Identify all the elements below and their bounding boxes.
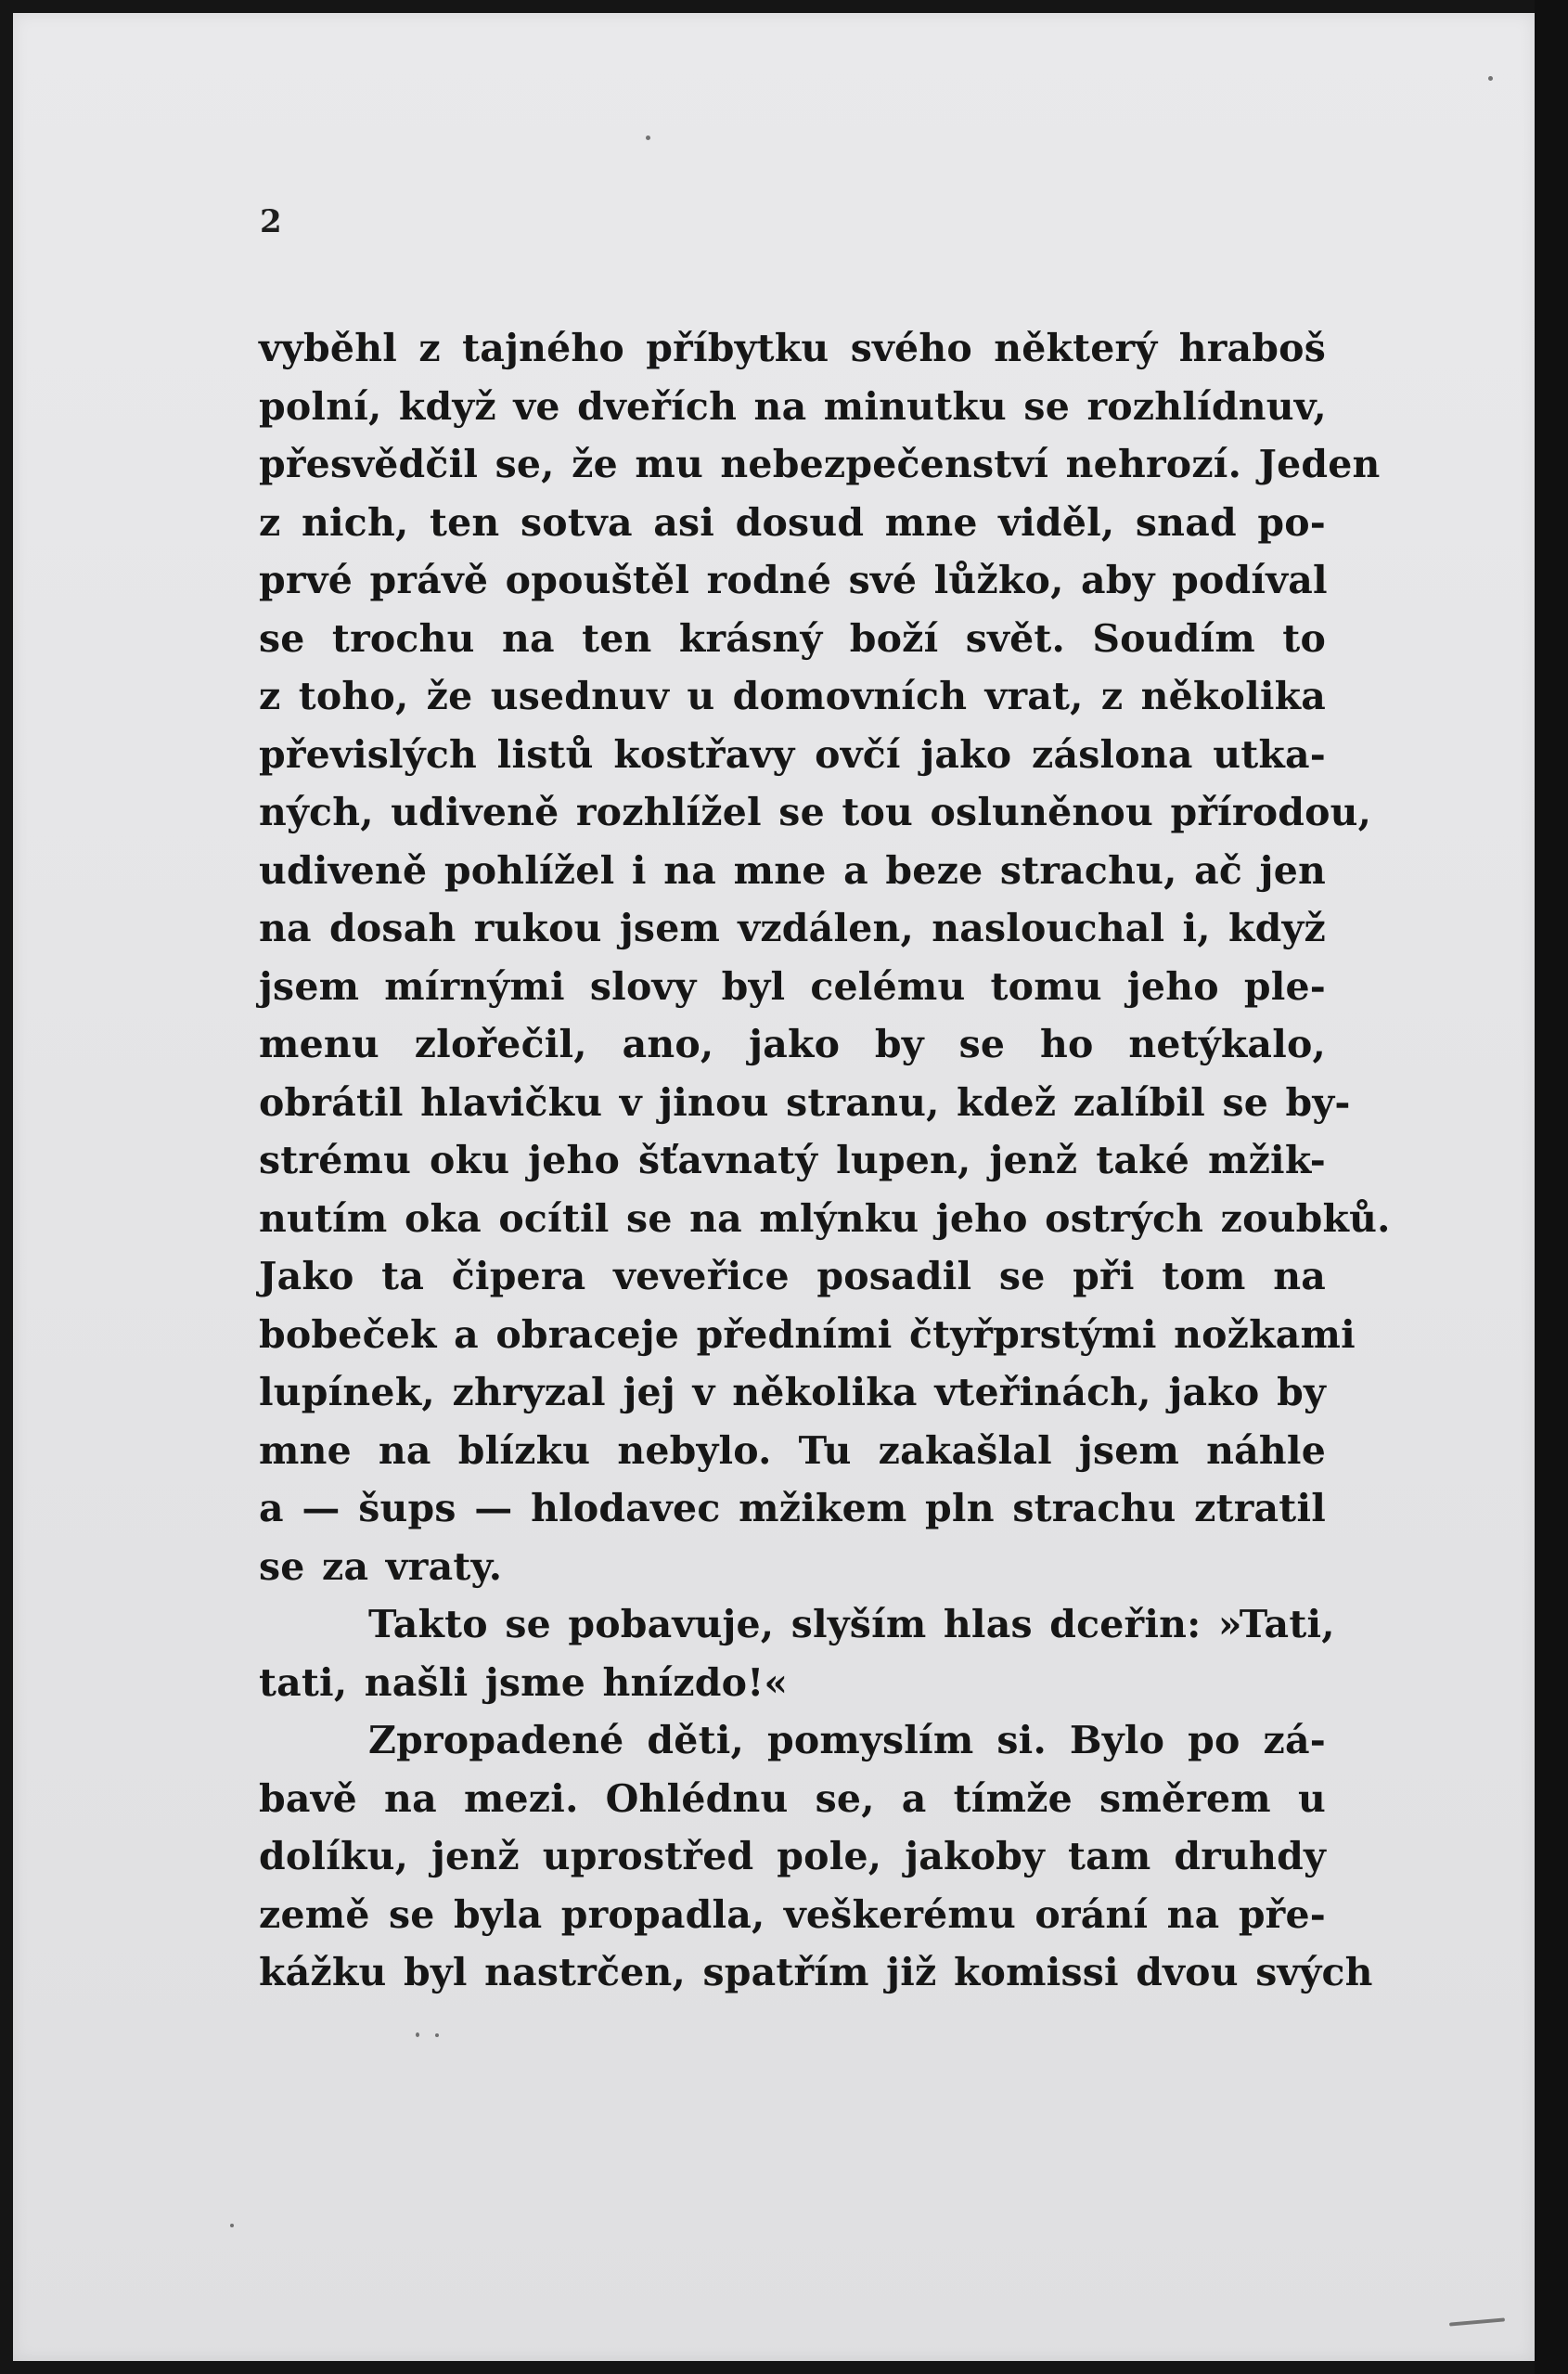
text-line-23: Takto se pobavuje, slyším hlas dceřin: »Tati,	[368, 1602, 1335, 1646]
text-line-22: se za vraty.	[259, 1543, 503, 1589]
text-line-18: bobeček a obraceje předními čtyřprstými nožkami	[259, 1311, 1356, 1357]
text-line-21: a — šups — hlodavec mžikem pln strachu ztratil	[259, 1486, 1326, 1530]
text-line-4: z nich, ten sotva asi dosud mne viděl, snad po-	[259, 499, 1326, 545]
edge-scuff	[1449, 2317, 1505, 2326]
text-line-28: země se byla propadla, veškerému orání na pře-	[259, 1891, 1326, 1937]
text-line-27: dolíku, jenž uprostřed pole, jakoby tam druhdy	[259, 1834, 1326, 1878]
page-number: 2	[260, 203, 282, 240]
text-line-25: Zpropadené děti, pomyslím si. Bylo po zá-	[368, 1718, 1326, 1762]
paper-speck	[230, 2224, 234, 2227]
text-line-8: převislých listů kostřavy ovčí jako záslona utka-	[259, 731, 1326, 777]
text-line-26: bavě na mezi. Ohlédnu se, a tímže směrem u	[259, 1775, 1326, 1821]
body-text	[259, 319, 1391, 2002]
paper-speck	[1488, 76, 1493, 81]
text-line-9: ných, udiveně rozhlížel se tou osluněnou přírodou,	[259, 790, 1372, 834]
text-line-14: obrátil hlavičku v jinou stranu, kdež zalíbil se by-	[259, 1079, 1351, 1125]
text-line-15: strému oku jeho šťavnatý lupen, jenž také mžik-	[259, 1138, 1326, 1182]
text-line-1: vyběhl z tajného příbytku svého některý hraboš	[259, 326, 1326, 370]
book-page	[13, 13, 1535, 2361]
paper-speck	[646, 135, 650, 140]
text-line-13: menu zlořečil, ano, jako by se ho netýkalo,	[259, 1022, 1326, 1066]
text-line-5: prvé právě opouštěl rodné své lůžko, aby podíval	[259, 558, 1328, 602]
text-line-17: Jako ta čipera veveřice posadil se při tom na	[259, 1254, 1326, 1298]
text-line-12: jsem mírnými slovy byl celému tomu jeho ple-	[259, 963, 1326, 1009]
text-line-2: polní, když ve dveřích na minutku se rozhlídnuv,	[259, 383, 1327, 429]
text-line-11: na dosah rukou jsem vzdálen, naslouchal i, když	[259, 906, 1326, 950]
text-line-16: nutím oka ocítil se na mlýnku jeho ostrých zoubků.	[259, 1195, 1391, 1241]
text-line-20: mne na blízku nebylo. Tu zakašlal jsem náhle	[259, 1427, 1326, 1473]
text-line-24: tati, našli jsme hnízdo!«	[259, 1659, 789, 1705]
page-edge-shadow	[1535, 0, 1568, 2374]
paper-speck	[435, 2033, 439, 2037]
text-line-29: kážku byl nastrčen, spatřím již komissi dvou svých	[259, 1950, 1373, 1994]
text-line-3: přesvědčil se, že mu nebezpečenství nehrozí. Jeden	[259, 442, 1381, 486]
paper-speck	[416, 2032, 419, 2037]
text-line-19: lupínek, zhryzal jej v několika vteřinách, jako by	[259, 1370, 1326, 1414]
text-line-10: udiveně pohlížel i na mne a beze strachu, ač jen	[259, 847, 1326, 893]
text-line-6: se trochu na ten krásný boží svět. Soudím to	[259, 615, 1326, 661]
text-line-7: z toho, že usednuv u domovních vrat, z několika	[259, 674, 1326, 718]
